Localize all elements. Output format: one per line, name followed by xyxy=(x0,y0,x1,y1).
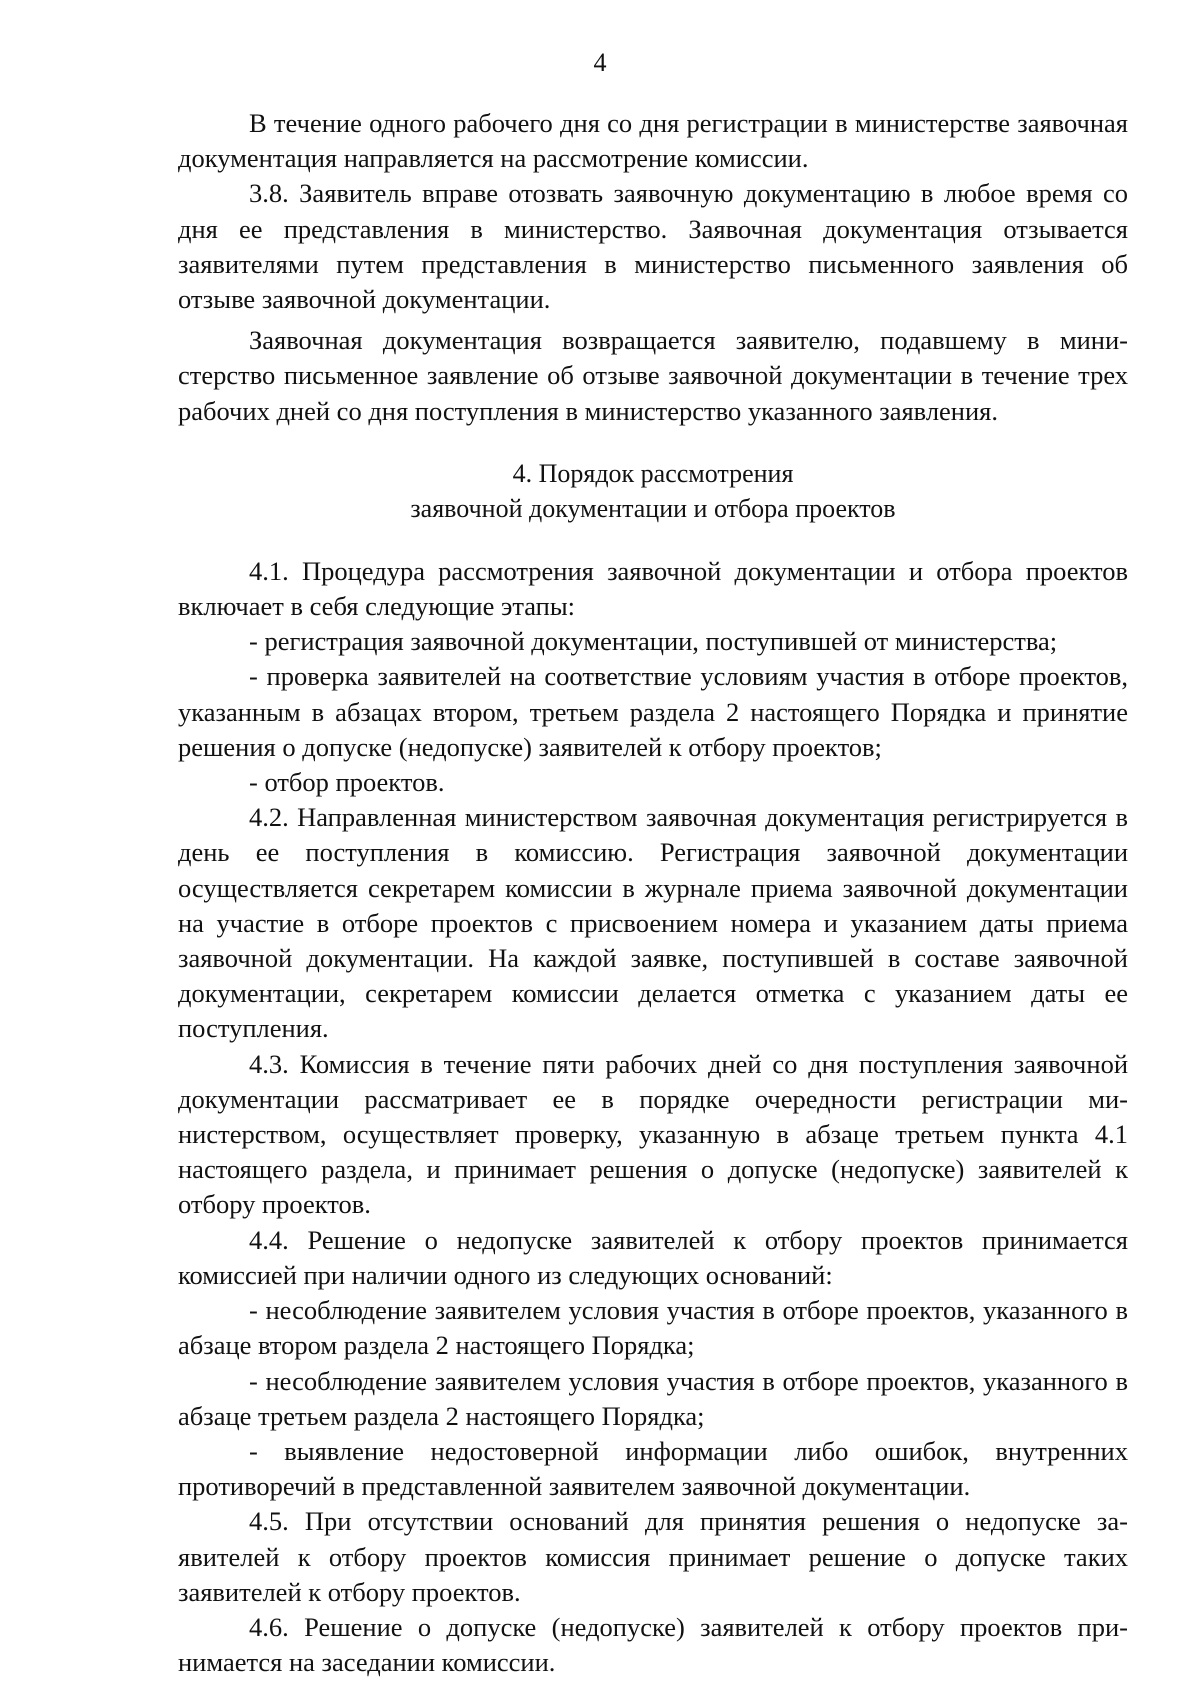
paragraph-4-3: 4.3. Комиссия в течение пяти рабочих дней со дня поступления заявочной документации рассматривает ее в порядке очередности регистрации министерством, осуществляет проверку, указанную в абзаце третьем пункта 4.1 настоящего раздела, и принимает решения о допуске (недопуске) заявителей к отбору проектов. xyxy=(178,1048,1128,1220)
section-4-heading-line2: заявочной документации и отбора проектов xyxy=(410,493,896,523)
paragraph-3-7-tail: В течение одного рабочего дня со дня регистрации в министерстве заявочная документация направляется на рассмотрение комиссии. xyxy=(178,108,1128,174)
list-item-4-1-c: - отбор проектов. xyxy=(249,767,445,798)
page-number: 4 xyxy=(593,48,607,77)
document-body xyxy=(178,106,1128,1680)
paragraph-4-1: 4.1. Процедура рассмотрения заявочной документации и отбора проектов включает в себя следующие этапы: xyxy=(178,555,1128,622)
list-item-4-4-c: - выявление недостоверной информации либо ошибок, внутренних противоречий в представленной заявителем заявочной документации. xyxy=(178,1435,1128,1502)
list-item-4-4-a: - несоблюдение заявителем условия участия в отборе проектов, указанного в абзаце втором раздела 2 настоящего Порядка; xyxy=(178,1295,1128,1361)
section-4-heading-line1: 4. Порядок рассмотрения xyxy=(512,458,794,488)
paragraph-3-8-return: Заявочная документация возвращается заявителю, подавшему в министерство письменное заявление об отзыве заявочной документации в течение трех рабочих дней со дня поступления в министерство указанного заявления. xyxy=(178,325,1128,426)
section-4-heading xyxy=(178,456,1128,526)
list-item-4-1-a: - регистрация заявочной документации, поступившей от министерства; xyxy=(249,626,1058,657)
paragraph-4-4: 4.4. Решение о недопуске заявителей к отбору проектов принимается комиссией при наличии одного из следующих оснований: xyxy=(178,1224,1128,1290)
paragraph-4-6: 4.6. Решение о допуске (недопуске) заявителей к отбору проектов принимается на заседании комиссии. xyxy=(178,1611,1128,1678)
list-item-4-1-b: - проверка заявителей на соответствие условиям участия в отборе проектов, указанным в абзацах втором, третьем раздела 2 настоящего Порядка и принятие решения о допуске (недопуске) заявителей к отбору проектов; xyxy=(178,661,1128,762)
paragraph-3-8: 3.8. Заявитель вправе отозвать заявочную документацию в любое время со дня ее представления в министерство. Заявочная документация отзывается заявителями путем представления в министерство письменного заявления об отзыве заявочной документации. xyxy=(178,178,1128,315)
paragraph-4-5: 4.5. При отсутствии оснований для принятия решения о недопуске заявителей к отбору проектов комиссия принимает решение о допуске таких заявителей к отбору проектов. xyxy=(178,1506,1128,1607)
list-item-4-4-b: - несоблюдение заявителем условия участия в отборе проектов, указанного в абзаце третьем раздела 2 настоящего Порядка; xyxy=(178,1365,1128,1431)
paragraph-4-2: 4.2. Направленная министерством заявочная документация регистрируется в день ее поступления в комиссию. Регистрация заявочной документации осуществляется секретарем комиссии в журнале приема заявочной документации на участие в отборе проектов с присвоением номера и указанием даты приема заявочной документации. На каждой заявке, поступившей в составе заявочной документации, секретарем комиссии делается отметка с указанием даты ее поступления. xyxy=(178,802,1128,1044)
